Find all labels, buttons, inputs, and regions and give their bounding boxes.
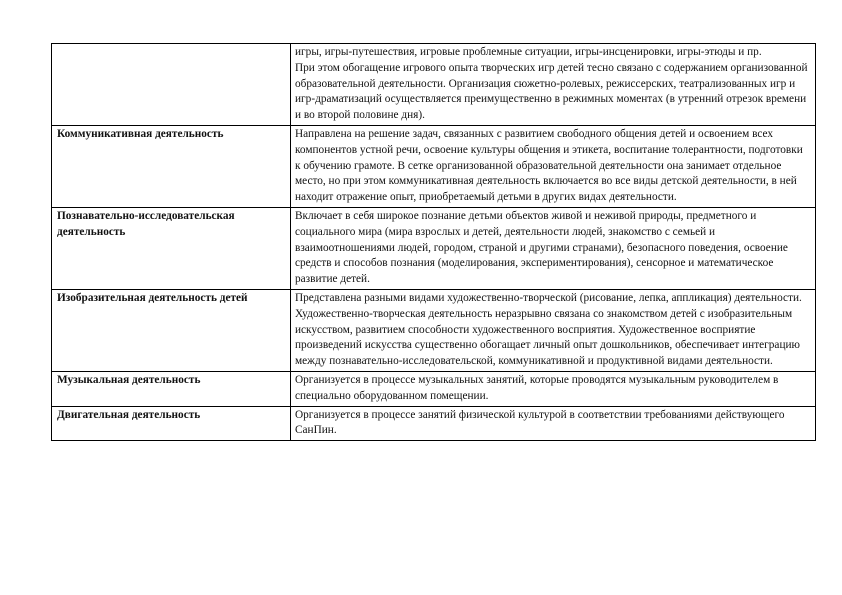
row-label: Музыкальная деятельность [52,371,291,406]
row-label: Двигательная деятельность [52,406,291,441]
description-paragraph: Направлена на решение задач, связанных с развитием свободного общения детей и освоением всех компонентов устной речи, освоение культуры общения и этикета, воспитание толерантности, подготовки к обучению грамоте. В сетке организованной образовательной деятельности она занимает отдельное место, но при этом коммуникативная деятельность включается во все виды детской деятельности, в ней находит отражение опыт, приобретаемый детьми в других видах деятельности. [295,127,803,204]
row-description [291,289,816,371]
row-description [291,44,816,126]
description-paragraph: Организуется в процессе музыкальных занятий, которые проводятся музыкальным руководителем в специально оборудованном помещении. [295,373,779,402]
row-description [291,406,816,441]
row-label: Коммуникативная деятельность [52,125,291,207]
row-label: Изобразительная деятельность детей [52,289,291,371]
table-row [52,406,816,441]
table-row [52,289,816,371]
description-paragraph: Включает в себя широкое познание детьми объектов живой и неживой природы, предметного и социального мира (мира взрослых и детей, деятельности людей, знакомство с семьей и взаимоотношениями людей, городом, страной и другими странами), безопасного поведения, освоение средств и способов познания (моделирования, экспериментирования), сенсорное и математическое развитие детей. [295,209,788,286]
table-row [52,125,816,207]
row-description [291,125,816,207]
table-row [52,207,816,289]
description-paragraph: При этом обогащение игрового опыта творческих игр детей тесно связано с содержанием организованной образовательной деятельности. Организация сюжетно-ролевых, режиссерских, театрализованных игр и игр-драматизаций осуществляется преимущественно в режимных моментах (в утренний отрезок времени и во второй половине дня). [295,61,808,122]
row-description [291,371,816,406]
row-label: Познавательно-исследовательская деятельность [52,207,291,289]
row-label [52,44,291,126]
table-row [52,371,816,406]
table-row [52,44,816,126]
description-paragraph: Представлена разными видами художественно-творческой (рисование, лепка, аппликация) деятельности. Художественно-творческая деятельность неразрывно связана со знакомством детей с изобразительным искусством, развитием способности художественного восприятия. Художественное восприятие произведений искусства существенно обогащает личный опыт дошкольников, обеспечивает интеграцию между познавательно-исследовательской, коммуникативной и продуктивной видами деятельности. [295,291,802,368]
row-description [291,207,816,289]
description-paragraph: Организуется в процессе занятий физической культурой в соответствии требованиями действующего СанПин. [295,408,785,437]
activity-table [51,43,816,441]
description-paragraph: игры, игры-путешествия, игровые проблемные ситуации, игры-инсценировки, игры-этюды и пр. [295,46,762,58]
